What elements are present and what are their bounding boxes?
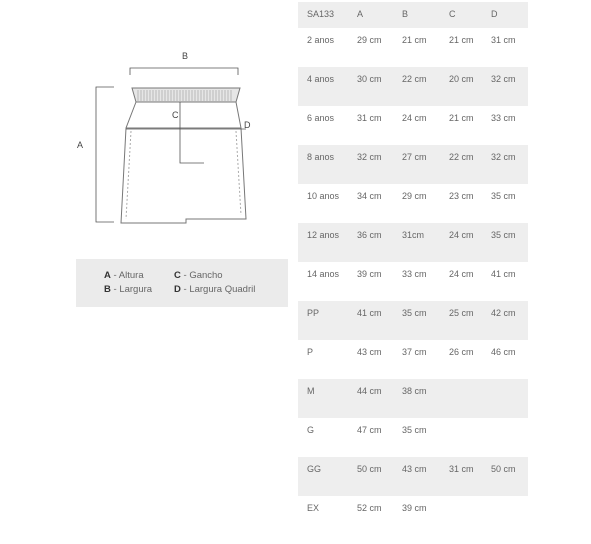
value-b-cell: 29 cm (402, 191, 427, 201)
size-cell: 8 anos (298, 145, 348, 184)
legend-text-b: - Largura (110, 284, 153, 295)
value-c-cell: 22 cm (440, 145, 482, 184)
header-a: A (348, 2, 393, 28)
dimension-d-label: D (244, 120, 251, 130)
dimension-c-label: C (172, 110, 179, 120)
value-d-cell (482, 418, 528, 457)
value-c-cell: 20 cm (440, 67, 482, 106)
legend-text-a: - Altura (110, 270, 144, 281)
size-cell: G (307, 425, 315, 435)
value-d-cell: 35 cm (482, 223, 528, 262)
table-row (298, 145, 528, 184)
measurement-legend (76, 259, 288, 307)
table-row (298, 262, 528, 301)
dimension-a-line (96, 87, 114, 222)
dimension-a-label: A (77, 140, 84, 150)
value-d-cell: 41 cm (491, 269, 516, 279)
table-row (298, 379, 528, 418)
size-cell: GG (298, 457, 348, 496)
legend-key-a: A (104, 270, 111, 281)
legend-text-d: - Largura Quadril (180, 284, 256, 295)
value-a-cell: 41 cm (348, 301, 393, 340)
value-a-cell: 36 cm (348, 223, 393, 262)
dimension-b-label: B (182, 51, 189, 61)
value-a-cell: 29 cm (357, 35, 382, 45)
table-row (298, 418, 528, 457)
dimension-b-line (130, 68, 238, 75)
value-d-cell: 46 cm (491, 347, 516, 357)
header-model: SA133 (298, 2, 348, 28)
value-b-cell: 31cm (393, 223, 440, 262)
size-cell: PP (298, 301, 348, 340)
legend-item-c (174, 270, 223, 281)
value-b-cell: 24 cm (402, 113, 427, 123)
size-cell: 2 anos (307, 35, 335, 45)
legend-key-b: B (104, 284, 111, 295)
value-d-cell: 32 cm (482, 67, 528, 106)
value-b-cell: 37 cm (402, 347, 427, 357)
value-b-cell: 22 cm (393, 67, 440, 106)
value-a-cell: 31 cm (357, 113, 382, 123)
value-b-cell: 35 cm (393, 301, 440, 340)
header-c: C (440, 2, 482, 28)
value-d-cell (482, 379, 528, 418)
value-a-cell: 44 cm (348, 379, 393, 418)
value-c-cell: 21 cm (449, 113, 474, 123)
value-c-cell: 25 cm (440, 301, 482, 340)
table-row (298, 28, 528, 67)
value-d-cell: 35 cm (491, 191, 516, 201)
table-header-row (298, 2, 528, 28)
value-c-cell: 21 cm (449, 35, 474, 45)
value-a-cell: 30 cm (348, 67, 393, 106)
size-cell: 10 anos (307, 191, 340, 201)
legend-item-d (174, 284, 255, 295)
legend-key-c: C (174, 270, 181, 281)
value-d-cell (482, 496, 528, 535)
value-a-cell: 47 cm (357, 425, 382, 435)
table-row (298, 106, 528, 145)
legend-key-d: D (174, 284, 181, 295)
header-d: D (482, 2, 528, 28)
value-a-cell: 34 cm (357, 191, 382, 201)
value-a-cell: 52 cm (357, 503, 382, 513)
value-c-cell: 24 cm (449, 269, 474, 279)
legend-item-b (104, 284, 152, 295)
skirt-outline (121, 88, 246, 223)
value-a-cell: 43 cm (357, 347, 382, 357)
value-a-cell: 50 cm (348, 457, 393, 496)
value-c-cell (440, 496, 482, 535)
size-cell: M (298, 379, 348, 418)
value-a-cell: 32 cm (348, 145, 393, 184)
size-cell: EX (307, 503, 320, 513)
value-c-cell (440, 418, 482, 457)
value-b-cell: 43 cm (393, 457, 440, 496)
size-cell: 12 anos (298, 223, 348, 262)
table-row (298, 223, 528, 262)
value-b-cell: 35 cm (402, 425, 427, 435)
size-cell: 4 anos (298, 67, 348, 106)
size-table (298, 2, 528, 535)
dimension-c-line (180, 102, 204, 163)
value-b-cell: 38 cm (393, 379, 440, 418)
table-row (298, 301, 528, 340)
size-cell: 6 anos (307, 113, 335, 123)
header-b: B (393, 2, 440, 28)
value-c-cell: 31 cm (440, 457, 482, 496)
table-row (298, 340, 528, 379)
table-row (298, 67, 528, 106)
table-row (298, 457, 528, 496)
value-b-cell: 27 cm (393, 145, 440, 184)
value-d-cell: 50 cm (482, 457, 528, 496)
value-b-cell: 39 cm (402, 503, 427, 513)
value-c-cell: 26 cm (449, 347, 474, 357)
table-row (298, 496, 528, 535)
value-d-cell: 32 cm (482, 145, 528, 184)
value-b-cell: 33 cm (402, 269, 427, 279)
size-cell: P (307, 347, 314, 357)
value-d-cell: 31 cm (491, 35, 516, 45)
value-b-cell: 21 cm (402, 35, 427, 45)
value-c-cell: 24 cm (440, 223, 482, 262)
value-c-cell: 23 cm (449, 191, 474, 201)
legend-item-a (104, 270, 144, 281)
size-cell: 14 anos (307, 269, 340, 279)
value-d-cell: 42 cm (482, 301, 528, 340)
skirt-measurement-diagram (74, 45, 274, 230)
table-row (298, 184, 528, 223)
legend-text-c: - Gancho (180, 270, 223, 281)
value-d-cell: 33 cm (491, 113, 516, 123)
value-a-cell: 39 cm (357, 269, 382, 279)
value-c-cell (440, 379, 482, 418)
